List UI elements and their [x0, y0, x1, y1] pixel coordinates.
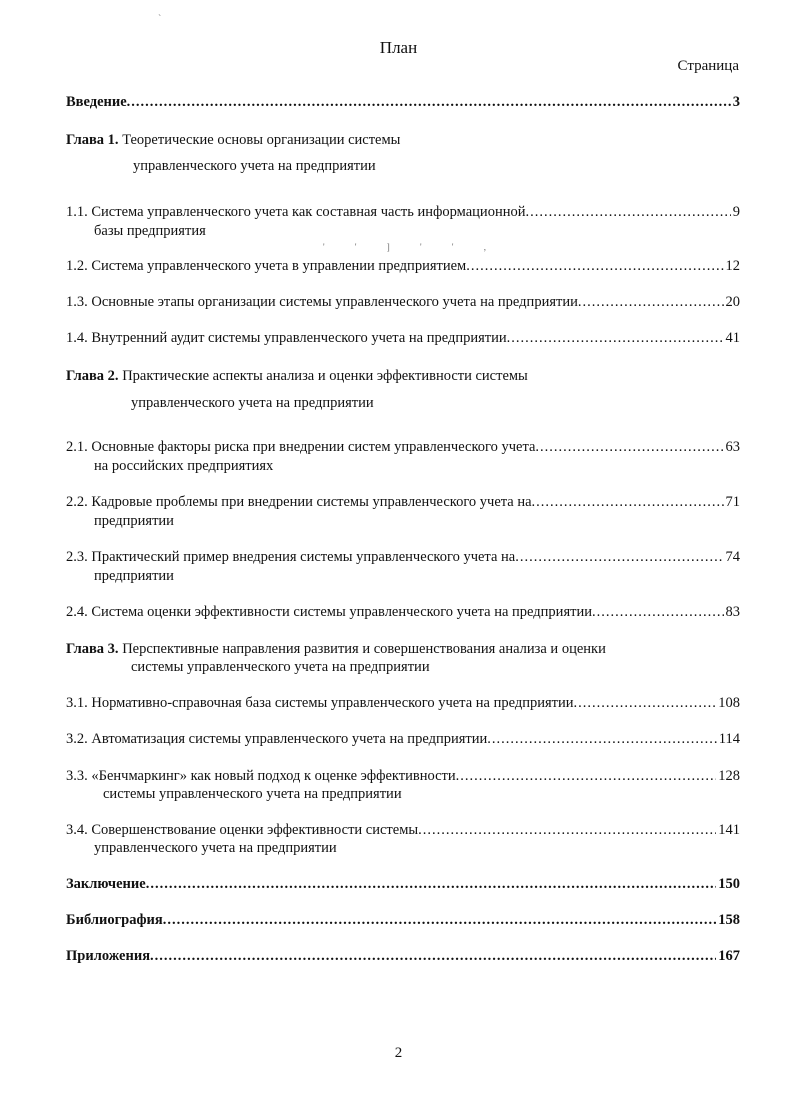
- toc-entry-page: 9: [732, 204, 740, 220]
- toc-entry-page: 71: [725, 494, 740, 510]
- toc-leader-dots: [515, 547, 723, 568]
- toc-conclusion-page: 150: [718, 876, 740, 892]
- toc-entry-text: 1.2. Система управленческого учета в управлении предприятием: [66, 258, 467, 274]
- page-number: 2: [394, 1045, 403, 1061]
- toc-entry-2-3: [66, 547, 740, 568]
- toc-entry-page: 141: [718, 822, 740, 838]
- chapter-1-label: Глава 1.: [66, 132, 119, 148]
- toc-entry-3-2: [66, 729, 740, 750]
- toc-entry-page: 128: [718, 768, 740, 784]
- toc-entry-page: 20: [725, 294, 740, 310]
- toc-entry-1-2: [66, 256, 740, 277]
- toc-entry-intro: [66, 92, 740, 113]
- toc-entry-3-1: [66, 693, 740, 714]
- toc-entry-2-3-continuation: предприятии: [94, 568, 174, 584]
- page-column-header: Страница: [677, 58, 739, 74]
- toc-entry-2-4: [66, 602, 740, 623]
- toc-leader-dots: [525, 202, 730, 223]
- toc-entry-text: 2.1. Основные факторы риска при внедрении систем управленческого учета: [66, 439, 536, 455]
- scan-artifact: ' ' ] ' ' ,: [323, 242, 500, 252]
- toc-entry-text: 2.4. Система оценки эффективности системы управленческого учета на предприятии: [66, 604, 592, 620]
- toc-entry-text: 1.1. Система управленческого учета как составная часть информационной: [66, 204, 526, 220]
- toc-leader-dots: [456, 766, 717, 787]
- scan-mark: `: [158, 14, 162, 25]
- toc-entry-page: 12: [725, 258, 740, 274]
- toc-entry-page: 108: [718, 695, 740, 711]
- toc-entry-1-1: [66, 202, 740, 223]
- toc-leader-dots: [418, 820, 716, 841]
- toc-leader-dots: [150, 946, 716, 967]
- toc-leader-dots: [487, 729, 717, 750]
- toc-entry-page: 63: [725, 439, 740, 455]
- toc-entry-bibliography: [66, 910, 740, 931]
- toc-entry-page: 41: [725, 330, 740, 346]
- page-title: План: [379, 38, 418, 57]
- toc-entry-conclusion: [66, 874, 740, 895]
- toc-intro-label: Введение: [66, 94, 127, 110]
- toc-entry-page: 83: [725, 604, 740, 620]
- toc-leader-dots: [146, 874, 717, 895]
- toc-appendices-label: Приложения: [66, 948, 151, 964]
- toc-appendices-page: 167: [718, 948, 740, 964]
- toc-entry-text: 2.2. Кадровые проблемы при внедрении системы управленческого учета на: [66, 494, 532, 510]
- toc-entry-page: 114: [718, 731, 740, 747]
- chapter-2-title-line1: Практические аспекты анализа и оценки эффективности системы: [122, 368, 528, 384]
- chapter-3-label: Глава 3.: [66, 641, 119, 657]
- toc-leader-dots: [163, 910, 717, 931]
- chapter-3-title-line1: Перспективные направления развития и совершенствования анализа и оценки: [122, 641, 606, 657]
- chapter-3-title-line2: системы управленческого учета на предприятии: [131, 659, 430, 675]
- toc-bibliography-label: Библиография: [66, 912, 163, 928]
- chapter-1-title-line1: Теоретические основы организации системы: [122, 132, 401, 148]
- toc-entry-1-1-continuation: базы предприятия: [94, 223, 206, 239]
- chapter-2-title-line2: управленческого учета на предприятии: [131, 395, 374, 411]
- toc-leader-dots: [578, 292, 724, 313]
- toc-entry-text: 1.3. Основные этапы организации системы управленческого учета на предприятии: [66, 294, 578, 310]
- toc-conclusion-label: Заключение: [66, 876, 146, 892]
- toc-entry-text: 1.4. Внутренний аудит системы управленческого учета на предприятии: [66, 330, 507, 346]
- toc-entry-text: 3.1. Нормативно-справочная база системы управленческого учета на предприятии: [66, 695, 574, 711]
- toc-entry-1-3: [66, 292, 740, 313]
- toc-entry-3-3-continuation: системы управленческого учета на предприятии: [103, 786, 402, 802]
- toc-entry-appendices: [66, 946, 740, 967]
- toc-entry-page: 74: [725, 549, 740, 565]
- chapter-2-heading: [66, 366, 528, 387]
- chapter-1-title-line2: управленческого учета на предприятии: [133, 158, 376, 174]
- chapter-1-heading: [66, 130, 400, 151]
- toc-leader-dots: [592, 602, 724, 623]
- toc-leader-dots: [532, 492, 724, 513]
- toc-entry-2-1: [66, 437, 740, 458]
- toc-entry-text: 3.4. Совершенствование оценки эффективности системы: [66, 822, 419, 838]
- toc-entry-2-1-continuation: на российских предприятиях: [94, 458, 274, 474]
- toc-entry-3-4-continuation: управленческого учета на предприятии: [94, 840, 337, 856]
- toc-entry-text: 3.2. Автоматизация системы управленческого учета на предприятии: [66, 731, 488, 747]
- chapter-2-label: Глава 2.: [66, 368, 119, 384]
- toc-intro-page: 3: [732, 94, 740, 110]
- toc-entry-text: 2.3. Практический пример внедрения системы управленческого учета на: [66, 549, 516, 565]
- toc-entry-2-2: [66, 492, 740, 513]
- toc-entry-text: 3.3. «Бенчмаркинг» как новый подход к оценке эффективности: [66, 768, 456, 784]
- toc-leader-dots: [535, 437, 723, 458]
- toc-entry-2-2-continuation: предприятии: [94, 513, 174, 529]
- toc-leader-dots: [574, 693, 717, 714]
- toc-leader-dots: [507, 328, 724, 349]
- toc-entry-1-4: [66, 328, 740, 349]
- toc-leader-dots: [466, 256, 723, 277]
- toc-leader-dots: [127, 92, 731, 113]
- toc-bibliography-page: 158: [718, 912, 740, 928]
